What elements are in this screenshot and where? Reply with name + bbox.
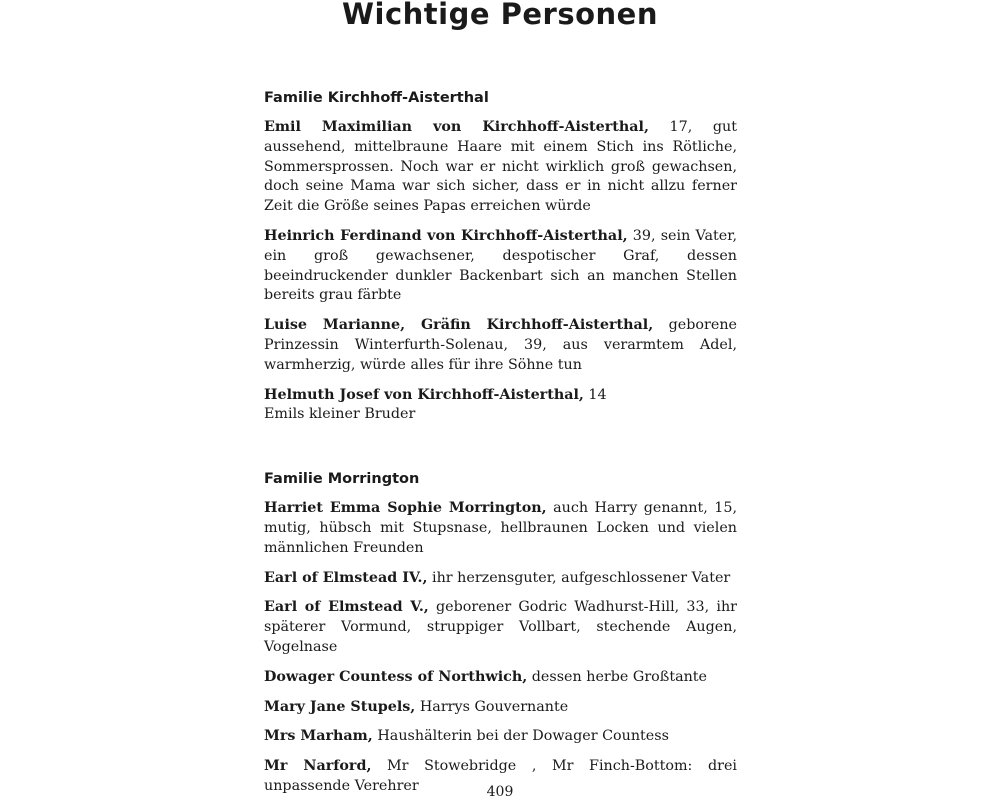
character-description: ihr herzensguter, aufgeschlossener Vater [427,569,731,586]
character-name: Mary Jane Stupels, [264,698,416,715]
character-list [264,88,737,807]
character-name: Mrs Marham, [264,728,373,745]
character-entry [264,316,737,375]
character-name: Heinrich Ferdinand von Kirchhoff-Aisterthal, [264,227,628,244]
character-entry [264,569,737,589]
character-name: Helmuth Josef von Kirchhoff-Aisterthal, [264,386,584,403]
character-description-line: Emils kleiner Bruder [264,406,416,423]
character-description: geborene Prinzessin Winterfurth-Solenau, 39, aus verarmtem Adel, warmherzig, würde alles für ihre Söhne tun [264,317,737,373]
character-name: Dowager Countess of Northwich, [264,668,528,685]
character-description: dessen herbe Großtante [527,668,708,685]
character-description: geborener Godric Wadhurst-Hill, 33, ihr späterer Vormund, struppiger Vollbart, stechende Augen, Vogelnase [264,599,737,655]
character-name: Mr Narford, [264,758,372,775]
character-entry [264,118,737,217]
character-entry [264,386,737,426]
character-description: 14 [583,386,607,403]
character-entry [264,727,737,747]
character-entry [264,698,737,718]
character-description: Harrys Gouvernante [415,698,569,715]
page-title: Wichtige Personen [342,0,658,31]
character-description: 17, gut aussehend, mittelbraune Haare mit einem Stich ins Rötliche, Sommersprossen. Noch war er nicht wirklich groß gewachsen, doch seine Mama war sich sicher, dass er in nicht allzu ferner Zeit die Größe seines Papas erreichen würde [264,119,737,215]
character-name: Emil Maximilian von Kirchhoff-Aisterthal, [264,119,649,135]
character-entry [264,499,737,558]
section-heading-kirchhoff: Familie Kirchhoff-Aisterthal [264,90,489,106]
character-description: Haushälterin bei der Dowager Countess [372,728,669,745]
character-description: 39, sein Vater, ein groß gewachsener, despotischer Graf, dessen beeindruckender dunkler Backenbart sich an manchen Stellen bereits grau färbte [264,227,738,304]
character-entry [264,598,737,657]
character-name: Harriet Emma Sophie Morrington, [264,500,547,517]
character-description: Mr Stowebridge , Mr Finch-Bottom: drei unpassende Verehrer [264,758,737,794]
character-description: auch Harry genannt, 15, mutig, hübsch mit Stupsnase, hellbraunen Locken und vielen männlichen Freunden [264,500,737,556]
character-name: Earl of Elmstead IV., [264,569,428,586]
page-number: 409 [486,784,514,800]
character-entry [264,227,737,306]
character-entry [264,668,737,688]
character-name: Earl of Elmstead V., [264,599,429,616]
character-name: Luise Marianne, Gräfin Kirchhoff-Aisterthal, [264,317,654,334]
section-heading-morrington: Familie Morrington [264,471,420,488]
